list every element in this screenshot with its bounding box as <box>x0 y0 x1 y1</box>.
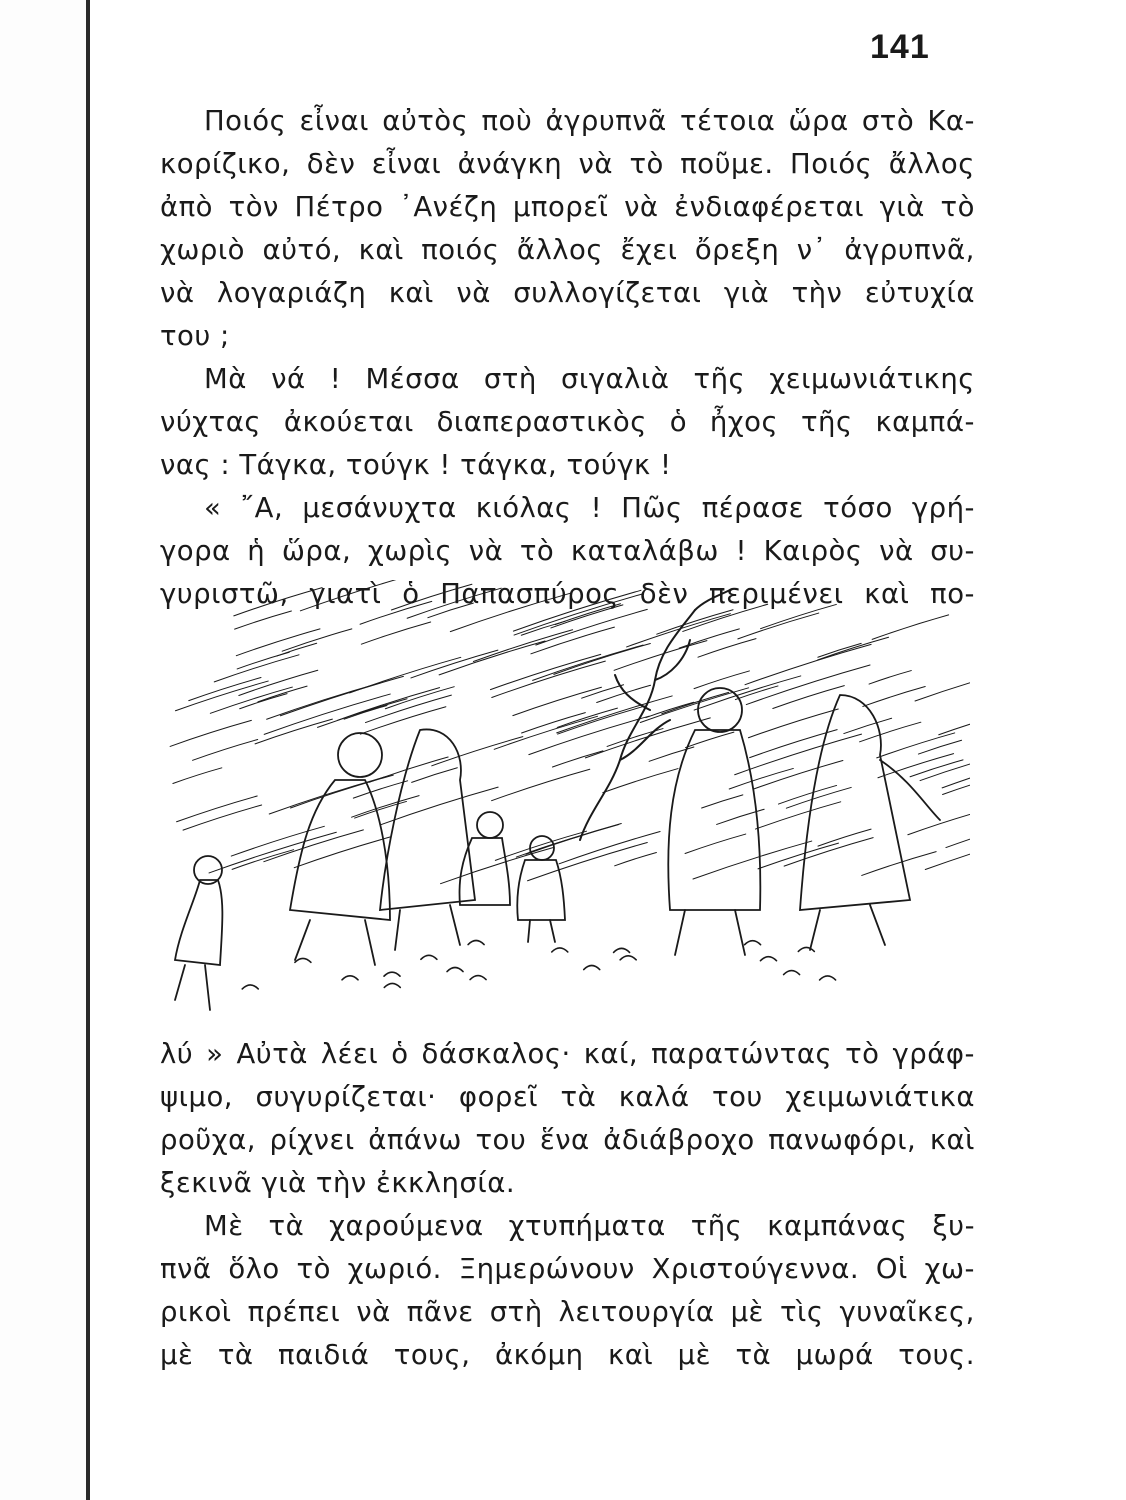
rain-stroke <box>758 843 838 869</box>
rain-stroke <box>531 627 614 654</box>
paragraph-block-top <box>160 100 975 616</box>
rain-stroke <box>551 605 623 628</box>
figure-hooded-right <box>800 695 940 950</box>
rain-stroke <box>693 841 812 879</box>
text-line: πνᾶ ὅλο τὸ χωριό. Ξημερώνουν Χριστούγεννα. Οἱ χω- <box>160 1253 975 1285</box>
rain-stroke <box>214 655 299 682</box>
rain-stroke <box>239 670 318 695</box>
text-line: Μὲ τὰ χαρούμενα χτυπήματα τῆς καμπάνας ξυ- <box>204 1210 975 1242</box>
rain-stroke <box>657 610 733 634</box>
rain-stroke <box>863 687 925 707</box>
rain-stroke <box>407 588 501 618</box>
figure-child-left <box>175 856 222 1010</box>
rain-stroke <box>300 580 416 611</box>
snow-mark <box>784 971 800 975</box>
rain-stroke <box>360 601 432 624</box>
rain-stroke <box>490 654 600 689</box>
rain-stroke <box>528 842 648 880</box>
snow-mark <box>552 948 568 952</box>
rain-stroke <box>513 590 641 631</box>
rain-stroke <box>391 584 472 610</box>
text-line: γορα ἡ ὥρα, χωρὶς νὰ τὸ καταλάβω ! Καιρὸς νὰ συ- <box>160 535 975 567</box>
snow-mark <box>470 976 486 980</box>
rain-stroke <box>514 594 643 635</box>
rain-stroke <box>492 661 606 697</box>
snow-mark <box>798 947 814 951</box>
snow-mark <box>342 976 358 980</box>
rain-stroke <box>237 652 289 669</box>
rain-stroke <box>258 686 307 702</box>
text-line: Ποιός εἶναι αὐτὸς ποὺ ἀγρυπνᾶ τέτοια ὥρα στὸ Κα- <box>204 105 975 137</box>
snow-ground-marks <box>242 941 835 989</box>
rain-stroke <box>844 718 892 733</box>
bare-tree <box>580 590 730 840</box>
text-line: ψιμο, συγυρίζεται· φορεῖ τὰ καλά του χειμωνιάτικα <box>160 1081 975 1113</box>
text-line: μὲ τὰ παιδιά τους, ἀκόμη καὶ μὲ τὰ μωρά τους. <box>160 1339 975 1371</box>
rain-stroke <box>352 796 419 818</box>
rain-stroke <box>559 831 660 863</box>
rain-stroke <box>773 686 845 709</box>
rain-stroke <box>450 593 569 631</box>
rain-stroke <box>235 611 292 629</box>
rain-stroke <box>755 802 840 829</box>
rain-stroke <box>745 644 871 684</box>
snow-mark <box>760 957 776 961</box>
rain-stroke <box>738 613 819 639</box>
rain-stroke <box>862 852 936 876</box>
rain-stroke <box>189 678 261 701</box>
figure-woman <box>290 733 390 965</box>
rain-stroke <box>646 702 694 717</box>
rain-stroke <box>818 637 889 660</box>
rain-stroke <box>555 604 620 625</box>
illustration-villagers-in-storm <box>150 580 970 1030</box>
snow-mark <box>384 972 400 976</box>
rain-stroke <box>526 825 619 855</box>
rain-stroke <box>280 676 403 715</box>
rain-stroke <box>753 761 843 790</box>
snow-mark <box>421 955 437 959</box>
rain-stroke <box>492 769 590 800</box>
text-line: νὰ λογαριάζη καὶ νὰ συλλογίζεται γιὰ τὴν εὐτυχία <box>160 277 975 309</box>
rain-stroke <box>735 734 862 775</box>
rain-stroke <box>939 715 970 734</box>
wind-rain-strokes <box>170 580 970 884</box>
rain-stroke <box>640 688 748 723</box>
rain-stroke <box>411 650 498 678</box>
snow-mark <box>242 985 258 989</box>
rain-stroke <box>685 834 746 853</box>
rain-stroke <box>735 686 778 700</box>
rain-stroke <box>428 603 473 618</box>
rain-stroke <box>702 795 743 808</box>
rain-stroke <box>294 837 390 868</box>
snow-mark <box>447 968 463 972</box>
rain-stroke <box>818 829 871 846</box>
text-line: ἀπὸ τὸν Πέτρο ᾿Ανέζη μπορεῖ νὰ ἐνδιαφέρεται γιὰ τὸ <box>160 191 975 223</box>
rain-stroke <box>361 622 430 644</box>
text-line: κορίζικο, δὲν εἶναι ἀνάγκη νὰ τὸ ποῦμε. Ποιός ἄλλος <box>160 148 975 180</box>
book-spine-margin <box>0 0 86 1500</box>
rain-stroke <box>175 681 268 711</box>
text-line: χωριὸ αὐτό, καὶ ποιός ἄλλος ἔχει ὄρεξη ν᾿ ἀγρυπνᾶ, <box>160 234 975 266</box>
rain-stroke <box>255 719 332 744</box>
rain-stroke <box>173 768 222 784</box>
rain-stroke <box>432 737 523 766</box>
text-line: Μὰ νά ! Μέσσα στὴ σιγαλιὰ τῆς χειμωνιάτικης <box>204 363 975 395</box>
rain-stroke <box>694 671 749 689</box>
rain-stroke <box>694 676 801 710</box>
rain-stroke <box>412 768 458 783</box>
figure-child-middle <box>460 812 566 942</box>
figure-man-coat <box>668 688 760 955</box>
rain-stroke <box>915 676 970 701</box>
rain-stroke <box>872 615 948 639</box>
snow-mark <box>584 966 600 970</box>
snow-mark <box>468 941 484 945</box>
rain-stroke <box>513 687 602 715</box>
snow-mark <box>745 941 761 945</box>
snow-mark <box>384 983 400 987</box>
rain-stroke <box>183 805 262 830</box>
rain-stroke <box>264 830 364 862</box>
rain-stroke <box>818 643 861 657</box>
rain-stroke <box>869 671 911 685</box>
rain-stroke <box>494 716 597 749</box>
text-line: λύ » Αὐτὰ λέει ὁ δάσκαλος· καί, παρατώντας τὸ γράφ- <box>160 1038 975 1070</box>
snow-mark <box>295 958 311 962</box>
text-line: ρικοὶ πρέπει νὰ πᾶνε στὴ λειτουργία μὲ τὶς γυναῖκες, <box>160 1296 975 1328</box>
rain-stroke <box>381 787 498 825</box>
rain-stroke <box>234 588 322 616</box>
gutter-edge <box>86 0 90 1500</box>
text-line: γυριστῶ, γιατὶ ὁ Παπασπύρος δὲν περιμένει καὶ πο- <box>160 578 975 610</box>
rain-stroke <box>231 826 324 856</box>
rain-stroke <box>209 832 336 873</box>
text-line: ξεκινᾶ γιὰ τὴν ἐκκλησία. <box>160 1167 516 1199</box>
text-line: νας : Τάγκα, τούγκ ! τάγκα, τούγκ ! <box>160 449 672 481</box>
snow-mark <box>820 976 836 980</box>
text-line: ροῦχα, ρίχνει ἀπάνω του ἕνα ἀδιάβροχο πανωφόρι, καὶ <box>160 1124 975 1156</box>
rain-stroke <box>385 687 454 709</box>
paragraph-block-bottom <box>160 1033 975 1377</box>
rain-stroke <box>170 720 251 746</box>
rain-stroke <box>193 739 258 760</box>
snow-mark <box>614 948 630 952</box>
rain-stroke <box>554 643 651 674</box>
rain-stroke <box>597 685 651 702</box>
rain-stroke <box>553 751 603 767</box>
rain-stroke <box>918 740 961 754</box>
rain-stroke <box>615 852 657 865</box>
text-line: του ; <box>160 320 230 352</box>
rain-stroke <box>698 639 756 658</box>
text-line: « ῎Α, μεσάνυχτα κιόλας ! Πῶς πέρασε τόσο γρή- <box>204 492 975 524</box>
page-number: 141 <box>870 28 930 66</box>
rain-stroke <box>439 641 545 675</box>
rain-stroke <box>282 629 352 651</box>
rain-stroke <box>761 604 837 628</box>
rain-stroke <box>746 665 870 705</box>
snow-mark <box>620 956 636 960</box>
rain-stroke <box>177 796 258 822</box>
text-line: νύχτας ἀκούεται διαπεραστικὸς ὁ ἦχος τῆς καμπά- <box>160 406 975 438</box>
rain-stroke <box>925 832 970 870</box>
rain-stroke <box>614 641 707 671</box>
rain-stroke <box>942 751 970 788</box>
rain-stroke <box>908 810 970 835</box>
rain-stroke <box>441 847 554 883</box>
